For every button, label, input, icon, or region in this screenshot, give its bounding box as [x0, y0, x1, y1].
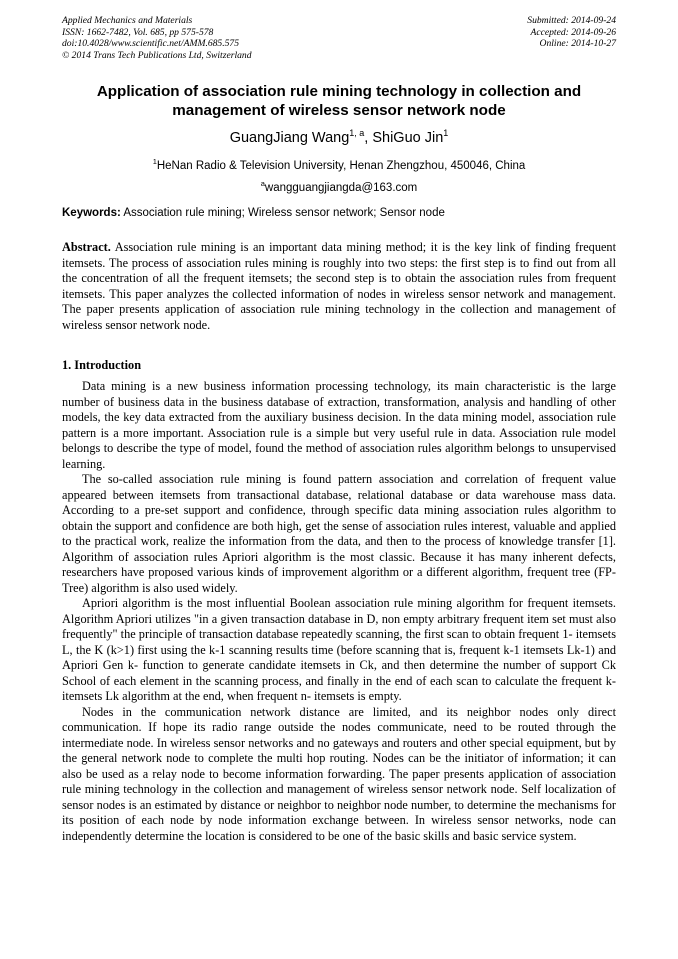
paragraph: The so-called association rule mining is found pattern association and correlation of frequent value appeared between itemsets from transactional database, relational database or data warehouse mass data. According to a pre-set support and confidence, through specific data mining association rules algorithm to obtain the support and confidence are both high, get the sense of association rules interest, valuable and applied to the practical work, realize the information from the data, and then to the process of knowledge transfer [1]. Algorithm of association rules Apriori algorithm is the most classic. Because it has many inherent defects, researchers have proposed various kinds of improvement algorithm or a different algorithm, frequent tree (FP-Tree) algorithm is also used widely.	[62, 472, 616, 595]
author-name: GuangJiang Wang	[229, 129, 350, 146]
keywords-text: Association rule mining; Wireless sensor network; Sensor node	[120, 207, 445, 219]
issn-line: ISSN: 1662-7482, Vol. 685, pp 575-578	[62, 26, 214, 38]
email-superscript: a	[260, 179, 265, 188]
copyright-line: © 2014 Trans Tech Publications Ltd, Switzerland	[62, 49, 252, 61]
paragraph: Apriori algorithm is the most influential Boolean association rule mining algorithm for frequent itemsets. Algorithm Apriori utilizes "in a given transaction database in D, non empty arbitrary frequent item set must also frequently" the principle of transaction database repeatedly scanning, the first scan to obtain frequent 1- itemsets L, the K (k>1) first using the k-1 scanning results time (before scanning that is, frequent k-1 itemsets Lk-1) and Apriori Gen k- function to generate candidate itemsets in Ck, and then determine the number of support Ck School of each element in the scanning process, and finally in the end of each scan to calculate the frequent k- itemsets Lk algorithm at the end, when frequent n- itemsets is empty.	[62, 596, 616, 703]
section-heading: 1. Introduction	[62, 358, 142, 372]
journal-name: Applied Mechanics and Materials	[62, 15, 193, 26]
email-text: wangguangjiangda@163.com	[264, 181, 418, 194]
paragraph: Data mining is a new business information processing technology, its main characteristic is the large number of business data in the business database of extraction, transformation, analysis and handling of other models, the key data extracted from the auxiliary business decision. In the data mining model, association rule pattern is a more important. Association rule is a simple but very useful rule in data. Association rule model belongs to describe the type of model, found the method of association rules algorithm belongs to unsupervised learning.	[62, 379, 616, 471]
journal-header	[62, 15, 616, 61]
journal-info	[62, 15, 252, 61]
affiliation-text: HeNan Radio & Television University, Henan Zhengzhou, 450046, China	[156, 159, 526, 172]
online-date: Online: 2014-10-27	[539, 38, 616, 49]
author-separator: ,	[364, 129, 373, 146]
accepted-date: Accepted: 2014-09-26	[530, 26, 616, 38]
paragraph: Nodes in the communication network distance are limited, and its neighbor nodes only direct communication. If hope its radio range outside the nodes communicate, need to be routed through the intermediate node. In wireless sensor networks and no gateways and routers and other special equipment, but by the general network node to complete the multi hop routing. Nodes can be the initiator of information; it can also be used as a relay node to become information forwarding. The paper presents application of association rule mining technology in the collection and management of wireless sensor network node. Self localization of sensor nodes is an estimated by distance or neighbor to neighbor node number, to determine the mechanisms for its position of each node by node information exchange between. In wireless sensor networks, node can independently determine the location is considered to be one of the basic skills and basic service system.	[62, 704, 616, 843]
submitted-date: Submitted: 2014-09-24	[527, 15, 616, 26]
author-superscript: 1, a	[349, 128, 365, 138]
author-superscript: 1	[443, 128, 449, 138]
paper-title: Application of association rule mining technology in collection and management of wireless sensor network node	[96, 83, 582, 119]
author-email	[62, 179, 616, 194]
affiliation	[62, 157, 616, 172]
doi-line: doi:10.4028/www.scientific.net/AMM.685.575	[62, 38, 240, 49]
affiliation-superscript: 1	[152, 157, 157, 166]
author-name: ShiGuo Jin	[372, 129, 444, 146]
publication-dates	[527, 15, 616, 50]
author-list	[62, 128, 616, 146]
introduction-body	[62, 379, 616, 844]
keywords-label: Keywords:	[62, 207, 121, 219]
keywords-line	[62, 207, 616, 219]
abstract-text: Association rule mining is an important data mining method; it is the key link of finding frequent itemsets. The process of association rules mining is roughly into two steps: the first step is to find out from all the concentration of all the frequent itemsets; the second step is to obtain the association rules from frequent itemsets. This paper analyzes the collected information of nodes in wireless sensor network and management. The paper presents application of association rule mining technology in the collection and management of wireless sensor network node.	[62, 240, 616, 332]
abstract	[62, 240, 616, 333]
abstract-label: Abstract.	[62, 240, 111, 254]
